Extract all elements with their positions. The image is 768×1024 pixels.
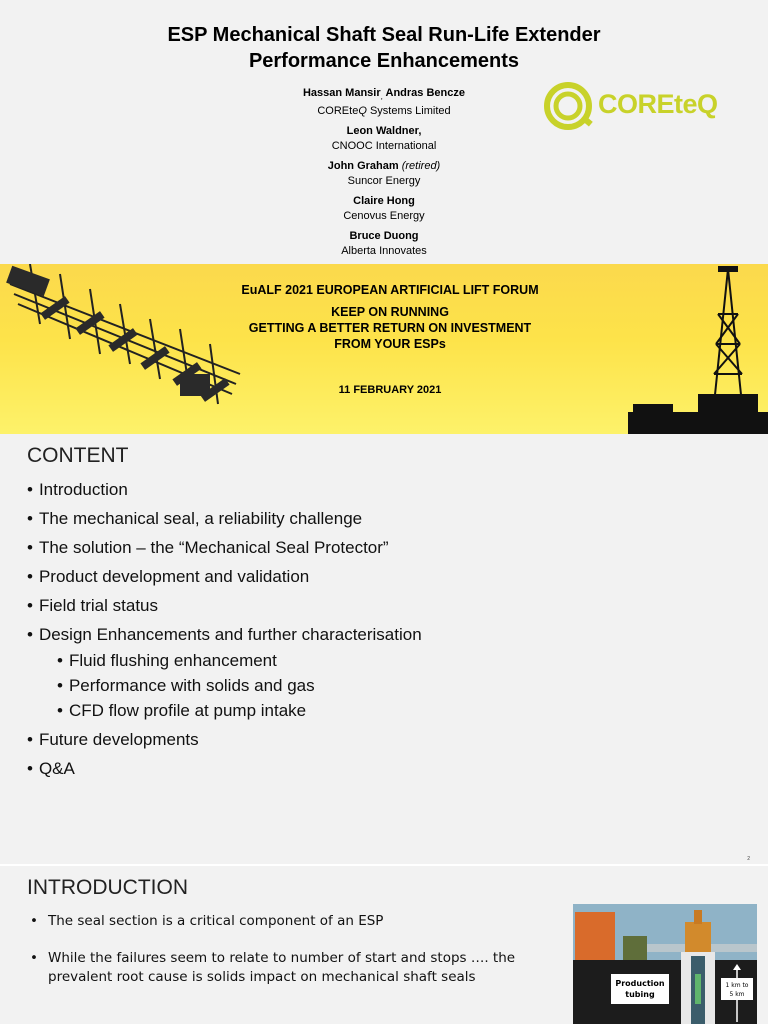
content-list xyxy=(27,480,422,788)
banner-text xyxy=(190,282,590,398)
author-org: Cenovus Energy xyxy=(343,210,425,223)
banner-line-2: KEEP ON RUNNING xyxy=(331,305,449,319)
list-item: • The solution – the “Mechanical Seal Protector” xyxy=(27,538,422,558)
content-slide xyxy=(0,434,768,864)
slide-title xyxy=(0,22,768,74)
author-org: Suncor Energy xyxy=(347,175,421,188)
author-group-2 xyxy=(234,124,534,154)
author-note: (retired) xyxy=(401,160,441,173)
drilling-rig-illustration xyxy=(628,264,768,434)
sub-list xyxy=(57,651,422,721)
content-heading: CONTENT xyxy=(27,444,129,467)
introduction-heading: INTRODUCTION xyxy=(27,876,188,899)
list-item: • Q&A xyxy=(27,759,422,779)
forum-name: EuALF 2021 EUROPEAN ARTIFICIAL LIFT FORUM xyxy=(241,283,539,297)
well-schematic-illustration xyxy=(573,904,757,1024)
page-number: 2 xyxy=(747,856,750,862)
author-name: Leon Waldner, xyxy=(346,125,422,138)
org-prefix: COREte xyxy=(317,105,359,118)
introduction-slide xyxy=(0,866,768,1024)
author-list xyxy=(234,86,534,264)
author-name: Claire Hong xyxy=(353,195,415,208)
list-item: • Future developments xyxy=(27,730,422,750)
author-group-4 xyxy=(234,194,534,224)
author-group-5 xyxy=(234,229,534,259)
introduction-list xyxy=(30,912,550,1005)
org-suffix: Systems Limited xyxy=(366,105,451,118)
author-separator: , xyxy=(380,92,383,102)
author-name: John Graham xyxy=(327,160,399,173)
coreteq-ring-icon xyxy=(542,80,596,132)
author-group-1 xyxy=(234,86,534,119)
forum-banner xyxy=(0,264,768,434)
org-italic: Q xyxy=(358,105,367,118)
title-line-2: Performance Enhancements xyxy=(248,50,520,72)
production-tubing-label: Production xyxy=(615,979,665,988)
list-item-with-sub xyxy=(27,625,422,721)
production-tubing-label-2: tubing xyxy=(625,990,655,999)
author-name: Hassan Mansir xyxy=(302,87,381,99)
author-org xyxy=(234,104,534,119)
banner-line-4: FROM YOUR ESPs xyxy=(334,337,446,351)
author-group-3 xyxy=(234,159,534,189)
esp-well-diagram xyxy=(573,904,757,1024)
forum-date: 11 FEBRUARY 2021 xyxy=(338,384,442,396)
author-name: Andras Bencze xyxy=(382,87,465,99)
author-org: CNOOC International xyxy=(331,140,437,153)
coreteq-logo xyxy=(542,80,742,132)
author-name: Bruce Duong xyxy=(349,230,419,243)
list-item: • Product development and validation xyxy=(27,567,422,587)
list-item: • Introduction xyxy=(27,480,422,500)
list-item: • The seal section is a critical component of an ESP xyxy=(30,912,550,931)
banner-line-3: GETTING A BETTER RETURN ON INVESTMENT xyxy=(248,321,532,335)
sub-list-item: • Fluid flushing enhancement xyxy=(57,651,422,671)
list-item: • Field trial status xyxy=(27,596,422,616)
depth-label-2: 5 km xyxy=(729,991,745,998)
list-item: • The mechanical seal, a reliability challenge xyxy=(27,509,422,529)
logo-text: COREteQ xyxy=(598,89,718,119)
title-line-1: ESP Mechanical Shaft Seal Run-Life Extender xyxy=(167,24,601,46)
author-org: Alberta Innovates xyxy=(341,245,427,258)
sub-list-item: • CFD flow profile at pump intake xyxy=(57,701,422,721)
depth-label: 1 km to xyxy=(725,982,749,989)
title-slide xyxy=(0,0,768,434)
sub-list-item: • Performance with solids and gas xyxy=(57,676,422,696)
list-item-label: Design Enhancements and further characterisation xyxy=(38,625,422,644)
list-item: • While the failures seem to relate to number of start and stops …. the prevalent root cause is solids impact on mechanical shaft seals xyxy=(30,949,550,987)
